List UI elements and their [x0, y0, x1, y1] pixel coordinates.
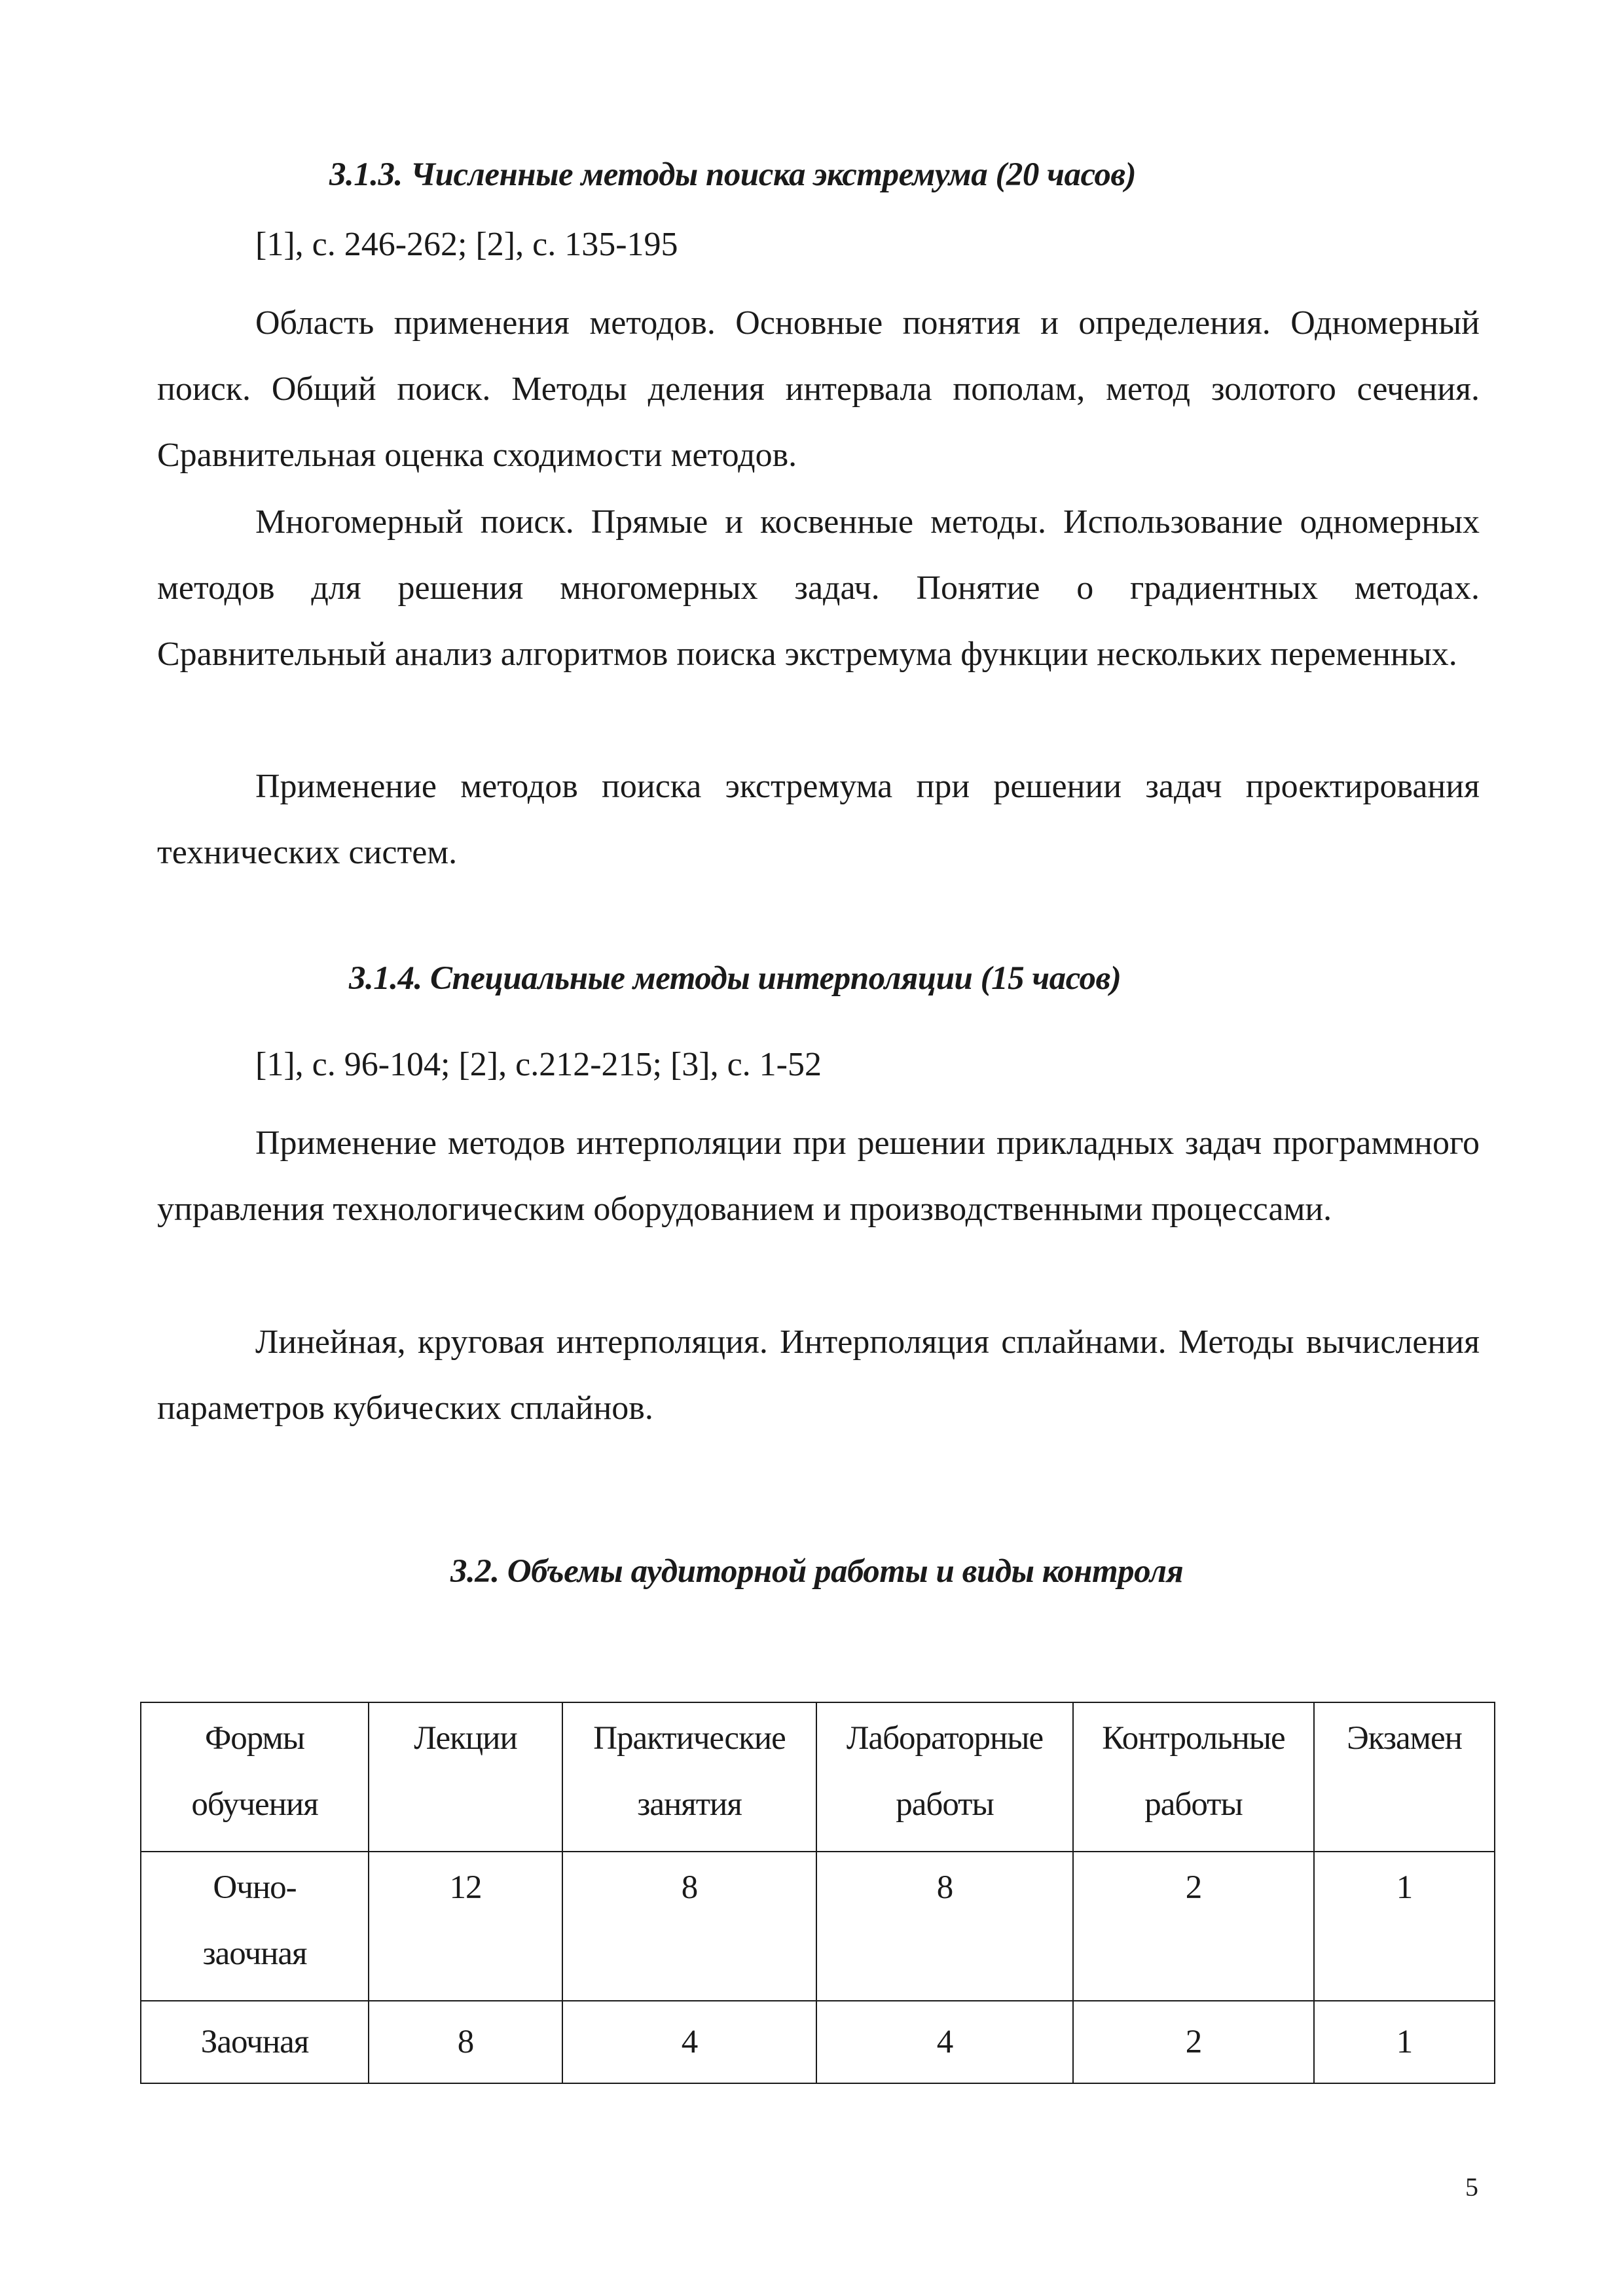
body-paragraph: Многомерный поиск. Прямые и косвенные методы. Использование одномерных методов для решения многомерных задач. Понятие о градиентных методах. Сравнительный анализ алгоритмов поиска экстремума функции нескольких переменных. — [157, 503, 1480, 673]
page-number: 5 — [1465, 2172, 1478, 2202]
table-cell-form: Очно- заочная — [141, 1852, 369, 2001]
section-heading-3-1-4: 3.1.4. Специальные методы интерполяции (15 часов) — [349, 960, 1122, 997]
body-paragraph: Применение методов интерполяции при решении прикладных задач программного управления технологическим оборудованием и производственными процессами. — [157, 1124, 1480, 1228]
table-cell: 1 — [1314, 2001, 1495, 2083]
table-cell: 8 — [816, 1852, 1073, 2001]
table-cell: 4 — [562, 2001, 816, 2083]
table-cell: 1 — [1314, 1852, 1495, 2001]
table-cell: 12 — [369, 1852, 562, 2001]
table-cell-form: Заочная — [141, 2001, 369, 2083]
body-paragraph: Линейная, круговая интерполяция. Интерполяция сплайнами. Методы вычисления параметров кубических сплайнов. — [157, 1323, 1480, 1427]
column-header-study-form: Формы обучения — [141, 1702, 369, 1852]
table-cell: 4 — [816, 2001, 1073, 2083]
section-heading-3-2: 3.2. Объемы аудиторной работы и виды контроля — [450, 1553, 1184, 1590]
table-cell: 8 — [369, 2001, 562, 2083]
table-header-row — [141, 1702, 1495, 1852]
body-paragraph: Применение методов поиска экстремума при решении задач проектирования технических систем. — [157, 768, 1480, 871]
table-cell: 2 — [1073, 1852, 1314, 2001]
column-header-practicals: Практические занятия — [562, 1702, 816, 1852]
column-header-exam: Экзамен — [1314, 1702, 1495, 1852]
section-references: [1], с. 246-262; [2], с. 135-195 — [255, 226, 678, 263]
section-references: [1], с. 96-104; [2], с.212-215; [3], с. 1-52 — [255, 1046, 822, 1083]
body-paragraph: Область применения методов. Основные понятия и определения. Одномерный поиск. Общий поиск. Методы деления интервала пополам, метод золотого сечения. Сравнительная оценка сходимости методов. — [157, 304, 1480, 474]
table-row — [141, 1852, 1495, 2001]
table-cell: 2 — [1073, 2001, 1314, 2083]
workload-table — [140, 1702, 1495, 2084]
column-header-labs: Лабораторные работы — [816, 1702, 1073, 1852]
section-heading-3-1-3: 3.1.3. Численные методы поиска экстремума (20 часов) — [329, 156, 1137, 193]
table-cell: 8 — [562, 1852, 816, 2001]
column-header-tests: Контрольные работы — [1073, 1702, 1314, 1852]
table-row — [141, 2001, 1495, 2083]
column-header-lectures: Лекции — [369, 1702, 562, 1852]
